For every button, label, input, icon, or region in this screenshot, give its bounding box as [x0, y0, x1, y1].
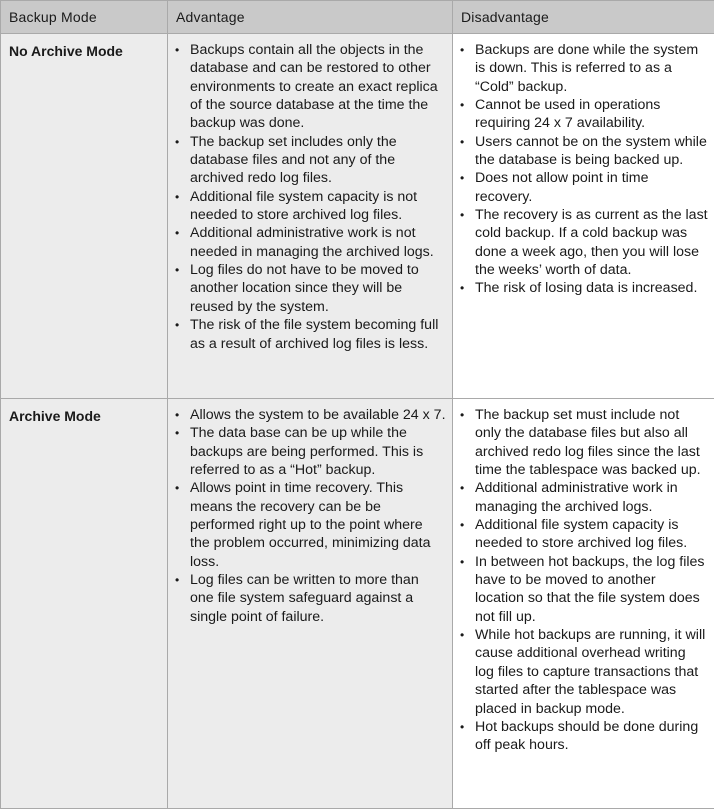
list-item: • Additional administrative work in managing the archived logs.	[453, 479, 708, 516]
list-item: • Additional file system capacity is not needed to store archived log files.	[168, 188, 446, 225]
header-backup-mode: Backup Mode	[1, 1, 168, 34]
list-item: • The data base can be up while the backups are being performed. This is referred to as a “Hot” backup.	[168, 424, 446, 479]
list-item: • Hot backups should be done during off peak hours.	[453, 718, 708, 755]
list-item: • Allows the system to be available 24 x 7.	[168, 406, 446, 424]
list-item: • Users cannot be on the system while the database is being backed up.	[453, 133, 708, 170]
list-item: • The risk of the file system becoming full as a result of archived log files is less.	[168, 316, 446, 353]
list-item: • Backups are done while the system is down. This is referred to as a “Cold” backup.	[453, 41, 708, 96]
disadvantage-list	[453, 34, 714, 298]
advantage-list	[168, 399, 452, 626]
list-item: • Log files can be written to more than one file system safeguard against a single point of failure.	[168, 571, 446, 626]
disadvantage-cell	[453, 34, 714, 399]
mode-cell: No Archive Mode	[1, 34, 168, 399]
list-item: • Allows point in time recovery. This means the recovery can be be performed right up to the point where the problem occurred, minimizing data loss.	[168, 479, 446, 571]
list-item: • The backup set includes only the database files and not any of the archived redo log files.	[168, 133, 446, 188]
list-item: • The recovery is as current as the last cold backup. If a cold backup was done a week ago, then you will lose the weeks’ worth of data.	[453, 206, 708, 279]
list-item: • While hot backups are running, it will cause additional overhead writing log files to capture transactions that started after the tablespace was placed in backup mode.	[453, 626, 708, 718]
advantage-list	[168, 34, 452, 353]
list-item: • Cannot be used in operations requiring 24 x 7 availability.	[453, 96, 708, 133]
list-item: • The risk of losing data is increased.	[453, 279, 708, 297]
disadvantage-list	[453, 399, 714, 755]
list-item: • Does not allow point in time recovery.	[453, 169, 708, 206]
table-row-archive-mode	[1, 399, 714, 809]
header-disadvantage: Disadvantage	[453, 1, 714, 34]
table-row-no-archive-mode	[1, 34, 714, 399]
disadvantage-cell	[453, 399, 714, 809]
mode-cell: Archive Mode	[1, 399, 168, 809]
list-item: • The backup set must include not only the database files but also all archived redo log files since the last time the tablespace was backed up.	[453, 406, 708, 479]
list-item: • Log files do not have to be moved to another location since they will be reused by the system.	[168, 261, 446, 316]
header-advantage: Advantage	[168, 1, 453, 34]
list-item: • Additional file system capacity is needed to store archived log files.	[453, 516, 708, 553]
advantage-cell	[168, 399, 453, 809]
list-item: • Additional administrative work is not needed in managing the archived logs.	[168, 224, 446, 261]
list-item: • Backups contain all the objects in the database and can be restored to other environments to create an exact replica of the source database at the time the backup was done.	[168, 41, 446, 133]
list-item: • In between hot backups, the log files have to be moved to another location so that the file system does not fill up.	[453, 553, 708, 626]
advantage-cell	[168, 34, 453, 399]
header-row	[1, 1, 714, 34]
